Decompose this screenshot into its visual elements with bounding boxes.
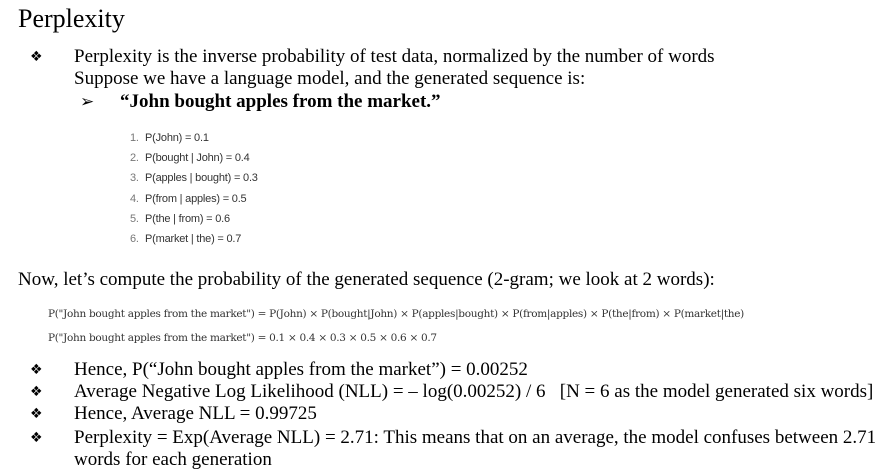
nll-formula: Average Negative Log Likelihood (NLL) = – log(0.00252) / 6 [N = 6 as the model generated six words] <box>74 381 874 402</box>
probability-values: P("John bought apples from the market") = 0.1 × 0.4 × 0.3 × 0.5 × 0.6 × 0.7 <box>48 332 437 344</box>
perplexity-result-continued: words for each generation <box>74 449 272 470</box>
diamond-bullet-icon: ❖ <box>30 430 43 446</box>
diamond-bullet-icon: ❖ <box>30 49 43 65</box>
setup-text: Suppose we have a language model, and the generated sequence is: <box>74 68 586 89</box>
computation-intro: Now, let’s compute the probability of the generated sequence (2-gram; we look at 2 words): <box>18 269 715 290</box>
list-item: 6. P(market | the) = 0.7 <box>130 232 242 245</box>
perplexity-result: Perplexity = Exp(Average NLL) = 2.71: This means that on an average, the model confuses between 2.71 <box>74 427 877 448</box>
probability-result: Hence, P(“John bought apples from the market”) = 0.00252 <box>74 359 528 380</box>
definition-text: Perplexity is the inverse probability of test data, normalized by the number of words <box>74 46 715 67</box>
example-sentence: “John bought apples from the market.” <box>120 91 441 112</box>
list-item: 4. P(from | apples) = 0.5 <box>130 192 247 205</box>
list-item: 5. P(the | from) = 0.6 <box>130 212 230 225</box>
list-item: 1. P(John) = 0.1 <box>130 132 209 144</box>
diamond-bullet-icon: ❖ <box>30 384 43 400</box>
slide-title: Perplexity <box>18 4 125 33</box>
nll-result: Hence, Average NLL = 0.99725 <box>74 403 317 424</box>
arrow-bullet-icon: ➢ <box>80 92 95 112</box>
list-item: 3. P(apples | bought) = 0.3 <box>130 172 258 185</box>
diamond-bullet-icon: ❖ <box>30 362 43 378</box>
probability-list <box>130 128 258 249</box>
list-item: 2. P(bought | John) = 0.4 <box>130 152 250 165</box>
diamond-bullet-icon: ❖ <box>30 406 43 422</box>
probability-formula: P("John bought apples from the market") = P(John) × P(bought|John) × P(apples|bought) × P(from|apples) × P(the|from) × P(market|the) <box>48 308 744 320</box>
